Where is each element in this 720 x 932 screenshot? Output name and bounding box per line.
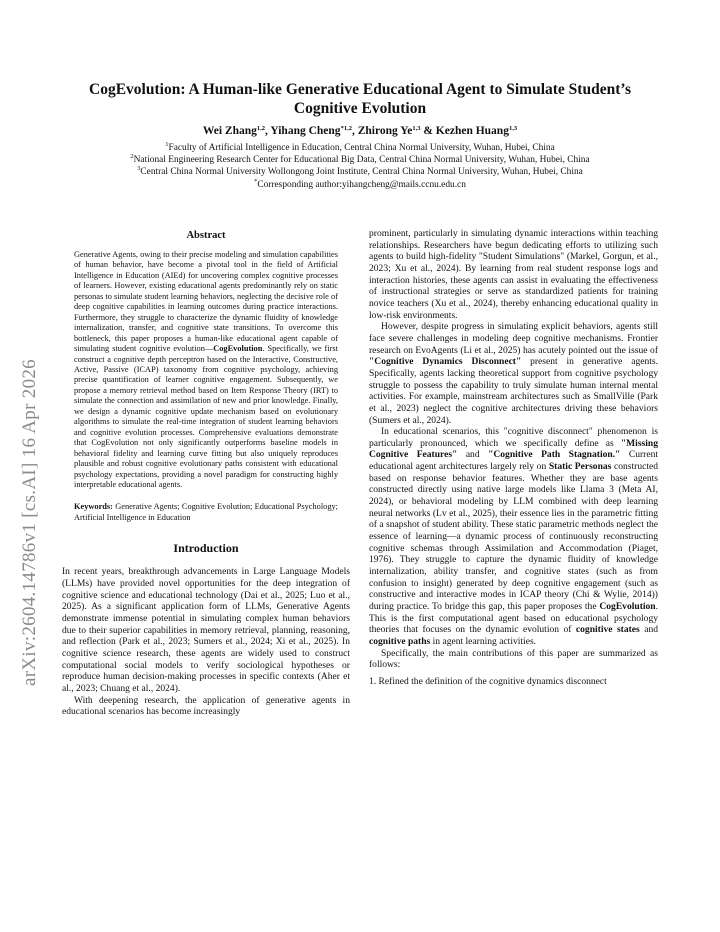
bold-term: "Cognitive Dynamics Disconnect": [369, 356, 522, 368]
body-paragraph: Specifically, the main contributions of this paper are summarized as follows:: [369, 647, 658, 671]
title-line-2: Cognitive Evolution: [293, 100, 427, 117]
author-affil-marker: 1,3: [508, 125, 518, 132]
left-column: [62, 228, 350, 718]
author-separator: ,: [265, 125, 271, 137]
keywords-text: Generative Agents; Cognitive Evolution; Educational Psychology; Artificial Intelligence in Education: [74, 502, 338, 522]
bold-term: "Missing Cognitive Features": [369, 437, 658, 461]
affiliation-line: [60, 154, 660, 166]
body-text: . This is the first computational agent based on educational psychology theories that focuses on the dynamic evolution of: [369, 601, 658, 636]
abstract-bold-term: CogEvolution: [213, 344, 263, 354]
abstract-heading: Abstract: [186, 230, 226, 241]
affiliations: [60, 142, 660, 191]
abstract-paragraph: [74, 250, 338, 490]
author-affil-marker: *1,2: [340, 125, 352, 132]
author-list: [60, 125, 660, 137]
body-paragraph: With deepening research, the application of generative agents in educational scenarios has become increasingly: [62, 694, 350, 718]
abstract-text: Generative Agents, owing to their precise modeling and simulation capabilities of human behavior, have become a pivotal tool in the field of Artificial Intelligence in Education (AIEd) for uncovering complex cognitive processes of learners. However, existing educational agents predominantly rely on static personas to simulate student learning behaviors, neglecting the decisive role of deep cognitive capabilities in learning outcomes during practice interactions. Furthermore, they struggle to characterize the dynamic fluidity of knowledge internalization, transfer, and cognitive state transitions. To overcome this bottleneck, this paper proposes a human-like educational agent capable of simulating student cognitive evolution—: [74, 250, 338, 354]
corresponding-author: [60, 179, 660, 191]
bold-term: cognitive states: [575, 624, 640, 636]
author-name: Yihang Cheng: [270, 125, 341, 137]
introduction-body: [62, 566, 350, 718]
title-line-1: CogEvolution: A Human-like Generative Educational Agent to Simulate Student’s: [89, 81, 631, 98]
affiliation-marker: 1: [165, 141, 169, 148]
bold-term: "Cognitive Path Stagnation.": [488, 449, 621, 461]
body-text: and: [639, 624, 658, 636]
body-paragraph: In recent years, breakthrough advancements in Large Language Models (LLMs) have provided novel opportunities for the deep integration of cognitive science and educational technology (Dai et al., 2025; Luo et al., 2025). As a significant application form of LLMs, Generative Agents demonstrate immense potential in simulating complex human behaviors due to their superior capabilities in memory retrieval, planning, reasoning, and reflection (Park et al., 2023; Sumers et al., 2024; Xi et al., 2025). In cognitive science research, these agents are widely used to construct computational social models to verify sociological hypotheses or reproduce human decision-making processes in specific contexts (Aher et al., 2023; Chuang et al., 2024).: [62, 566, 350, 694]
right-column: [369, 228, 658, 688]
body-text: However, despite progress in simulating explicit behaviors, agents still face severe challenges in modeling deep cognitive mechanisms. Frontier research on EvoAgents (Li et al., 2025) has acutely pointed out the issue of: [369, 321, 658, 356]
abstract-text: . Specifically, we first construct a cognitive depth perceptron based on the Interactive, Constructive, Active, Passive (ICAP) taxonomy from cognitive psychology, achieving precise quantification of learner cognitive engagement. Subsequently, we propose a memory retrieval method based on Item Response Theory (IRT) to simulate the connection and assimilation of new and prior knowledge. Finally, we design a dynamic cognitive update mechanism based on evolutionary algorithms to simulate the real-time integration of student learning behaviors and cognitive evolution processes. Comprehensive evaluations demonstrate that CogEvolution not only significantly outperforms baseline models in behavioral fidelity and learning curve fitting but also uniquely reproduces plausible and robust cognitive evolutionary paths consistent with educational psychology expectations, providing a novel paradigm for constructing highly interpretable educational agents.: [74, 344, 338, 489]
bold-term: CogEvolution: [599, 601, 656, 612]
bold-term: Static Personas: [548, 461, 612, 473]
affiliation-marker: 3: [137, 165, 141, 173]
abstract-body: [74, 250, 338, 490]
body-text: in agent learning activities.: [430, 635, 537, 647]
body-text: present in generative agents. Specifically, agents lacking theoretical support from cognitive psychology struggle to possess the capability to truly simulate human internal mental activities. For example, mainstream architectures such as SmallVille (Park et al., 2023) neglect the cognitive architectures driving these behaviors (Sumers et al., 2024).: [369, 356, 658, 426]
body-text: constructed based on response behavior features. Whether they are base agents constructed directly using native large models like Llama 3 (Meta AI, 2024), or behavioral modeling by LLM combined with deep learning neural networks (Lv et al., 2025), their essence lies in the parametric fitting of a snapshot of student ability. These static parametric methods neglect the essence of learning—a dynamic process of continuously reconstructing cognitive schemas through Assimilation and Accommodation (Piaget, 1976). They struggle to capture the dynamic fluidity of knowledge internalization, ability transfer, and cognitive states (such as from confusion to insight) generated by deep cognitive engagement (such as constructive and interactive modes in ICAP theory (Chi & Wylie, 2014)) during practice. To bridge this gap, this paper proposes the: [369, 461, 659, 612]
body-text: Current educational agent architectures largely rely on: [369, 449, 658, 473]
affiliation-text: Faculty of Artificial Intelligence in Education, Central China Normal University, Wuhan, Hubei, China: [168, 143, 555, 153]
body-text: and: [457, 449, 489, 461]
author-affil-marker: 1,3: [412, 125, 421, 132]
affiliation-marker: 2: [130, 153, 134, 161]
body-paragraph: [369, 321, 658, 426]
author-separator: &: [420, 125, 436, 137]
bold-term: cognitive paths: [369, 635, 431, 647]
author-name: Kezhen Huang: [435, 125, 509, 137]
affiliation-text: Central China Normal University Wollongong Joint Institute, Central China Normal University, Wuhan, Hubei, China: [140, 167, 583, 178]
keywords: [74, 502, 338, 523]
paper-title: [60, 80, 660, 118]
introduction-heading: Introduction: [173, 541, 239, 556]
affiliation-text: Corresponding author:yihangcheng@mails.ccnu.edu.cn: [257, 179, 466, 190]
body-paragraph: [369, 426, 658, 647]
body-text: In educational scenarios, this "cognitive disconnect" phenomenon is particularly pronounced, which we specifically define as: [369, 426, 658, 449]
author-affil-marker: 1,2: [256, 125, 266, 132]
arxiv-identifier-stamp: arXiv:2604.14786v1 [cs.AI] 16 Apr 2026: [19, 359, 40, 686]
author-name: Wei Zhang: [202, 125, 257, 137]
affiliation-marker: *: [254, 177, 258, 185]
introduction-body-continued: [369, 228, 658, 671]
author-separator: ,: [351, 125, 358, 137]
affiliation-text: National Engineering Research Center for Educational Big Data, Central China Normal University, Wuhan, Hubei, China: [133, 155, 590, 166]
keywords-label: Keywords:: [74, 502, 113, 512]
author-name: Zhirong Ye: [357, 125, 413, 137]
contribution-list-item: 1. Refined the definition of the cognitive dynamics disconnect: [369, 675, 607, 687]
body-paragraph: prominent, particularly in simulating dynamic interactions within teaching relationships. Researchers have begun dedicating efforts to utilizing such agents to build high-fidelity "Student Simulations" (Markel, Gorgun, et al., 2023; Xu et al., 2024). By learning from real student response logs and interaction histories, these agents can assist in evaluating the effectiveness of instructional strategies or serve as standardized patients for training novice teachers (Xu et al., 2024), thereby enhancing educational quality in low-risk environments.: [369, 228, 658, 321]
affiliation-line: [60, 142, 660, 154]
affiliation-line: [60, 166, 660, 178]
